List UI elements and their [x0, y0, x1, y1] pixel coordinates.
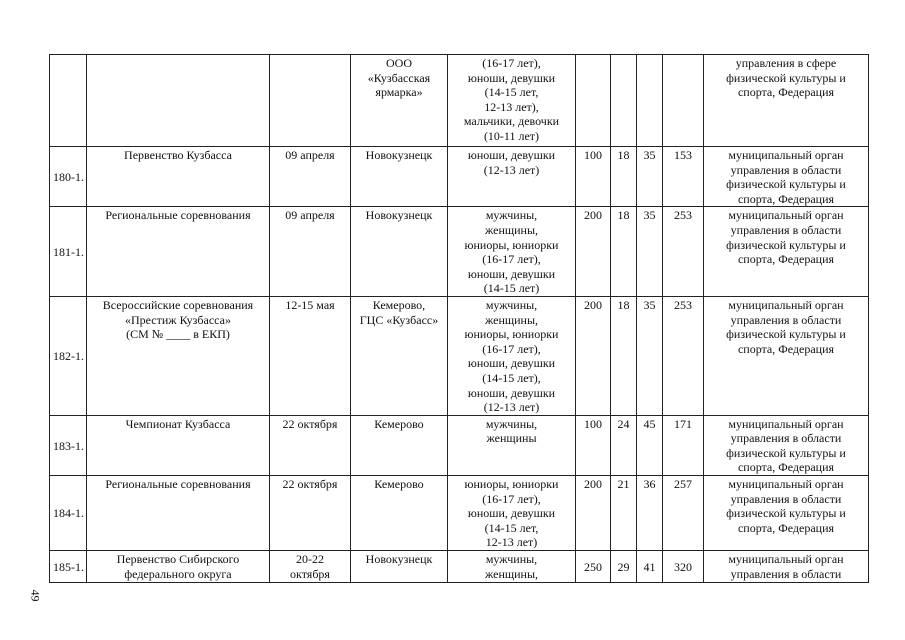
organizer: муниципальный орган управления в области физической культуры и спорта, Федерация: [704, 476, 869, 551]
count-cell: 24: [611, 415, 637, 475]
row-number: 181-1.: [50, 207, 87, 297]
count-cell: [576, 55, 611, 147]
event-name: [87, 55, 270, 147]
event-date: 09 апреля: [270, 207, 351, 297]
event-name: Всероссийские соревнования «Престиж Кузбасса» (СМ № ____ в ЕКП): [87, 296, 270, 415]
event-name: Чемпионат Кузбасса: [87, 415, 270, 475]
total-cell: 253: [663, 207, 704, 297]
count-cell: 250: [576, 551, 611, 583]
event-place: Кемерово, ГЦС «Кузбасс»: [351, 296, 448, 415]
event-name: Первенство Кузбасса: [87, 147, 270, 207]
event-place: Кемерово: [351, 476, 448, 551]
row-number: 180-1.: [50, 147, 87, 207]
count-cell: 200: [576, 296, 611, 415]
schedule-table: [49, 54, 869, 583]
participants: (16-17 лет), юноши, девушки (14-15 лет, 12-13 лет), мальчики, девочки (10-11 лет): [448, 55, 576, 147]
event-date: 09 апреля: [270, 147, 351, 207]
total-cell: 320: [663, 551, 704, 583]
row-number: 185-1.: [50, 551, 87, 583]
event-name: Первенство Сибирского федерального округа: [87, 551, 270, 583]
total-cell: 153: [663, 147, 704, 207]
count-cell: 18: [611, 296, 637, 415]
organizer: муниципальный орган управления в области физической культуры и спорта, Федерация: [704, 207, 869, 297]
event-date: [270, 55, 351, 147]
organizer: управления в сфере физической культуры и спорта, Федерация: [704, 55, 869, 147]
count-cell: 35: [637, 207, 663, 297]
count-cell: 18: [611, 207, 637, 297]
event-date: 12-15 мая: [270, 296, 351, 415]
event-date: 22 октября: [270, 415, 351, 475]
total-cell: [663, 55, 704, 147]
organizer: муниципальный орган управления в области физической культуры и спорта, Федерация: [704, 415, 869, 475]
count-cell: 35: [637, 296, 663, 415]
table-row: [50, 147, 869, 207]
count-cell: 21: [611, 476, 637, 551]
count-cell: 45: [637, 415, 663, 475]
count-cell: 29: [611, 551, 637, 583]
participants: мужчины, женщины, юниоры, юниорки (16-17 лет), юноши, девушки (14-15 лет), юноши, девушки (12-13 лет): [448, 296, 576, 415]
event-place: Новокузнецк: [351, 147, 448, 207]
event-place: Кемерово: [351, 415, 448, 475]
participants: мужчины, женщины, юниоры, юниорки (16-17 лет), юноши, девушки (14-15 лет): [448, 207, 576, 297]
count-cell: 200: [576, 476, 611, 551]
organizer: муниципальный орган управления в области физической культуры и спорта, Федерация: [704, 147, 869, 207]
organizer: муниципальный орган управления в области физической культуры и спорта, Федерация: [704, 296, 869, 415]
count-cell: 100: [576, 147, 611, 207]
page-number: 49: [28, 589, 43, 602]
event-place: ООО «Кузбасская ярмарка»: [351, 55, 448, 147]
count-cell: 36: [637, 476, 663, 551]
participants: юноши, девушки (12-13 лет): [448, 147, 576, 207]
event-date: 20-22 октября: [270, 551, 351, 583]
count-cell: 100: [576, 415, 611, 475]
organizer: муниципальный орган управления в области: [704, 551, 869, 583]
table-row: [50, 476, 869, 551]
event-date: 22 октября: [270, 476, 351, 551]
participants: мужчины, женщины,: [448, 551, 576, 583]
row-number: [50, 55, 87, 147]
row-number: 183-1.: [50, 415, 87, 475]
table-row: [50, 551, 869, 583]
count-cell: [637, 55, 663, 147]
event-name: Региональные соревнования: [87, 207, 270, 297]
count-cell: 35: [637, 147, 663, 207]
table-row: [50, 296, 869, 415]
event-place: Новокузнецк: [351, 207, 448, 297]
count-cell: [611, 55, 637, 147]
total-cell: 253: [663, 296, 704, 415]
count-cell: 18: [611, 147, 637, 207]
participants: мужчины, женщины: [448, 415, 576, 475]
event-name: Региональные соревнования: [87, 476, 270, 551]
total-cell: 257: [663, 476, 704, 551]
row-number: 184-1.: [50, 476, 87, 551]
table-row: [50, 415, 869, 475]
row-number: 182-1.: [50, 296, 87, 415]
count-cell: 41: [637, 551, 663, 583]
event-place: Новокузнецк: [351, 551, 448, 583]
count-cell: 200: [576, 207, 611, 297]
table-row: [50, 207, 869, 297]
total-cell: 171: [663, 415, 704, 475]
table-row: [50, 55, 869, 147]
participants: юниоры, юниорки (16-17 лет), юноши, девушки (14-15 лет, 12-13 лет): [448, 476, 576, 551]
